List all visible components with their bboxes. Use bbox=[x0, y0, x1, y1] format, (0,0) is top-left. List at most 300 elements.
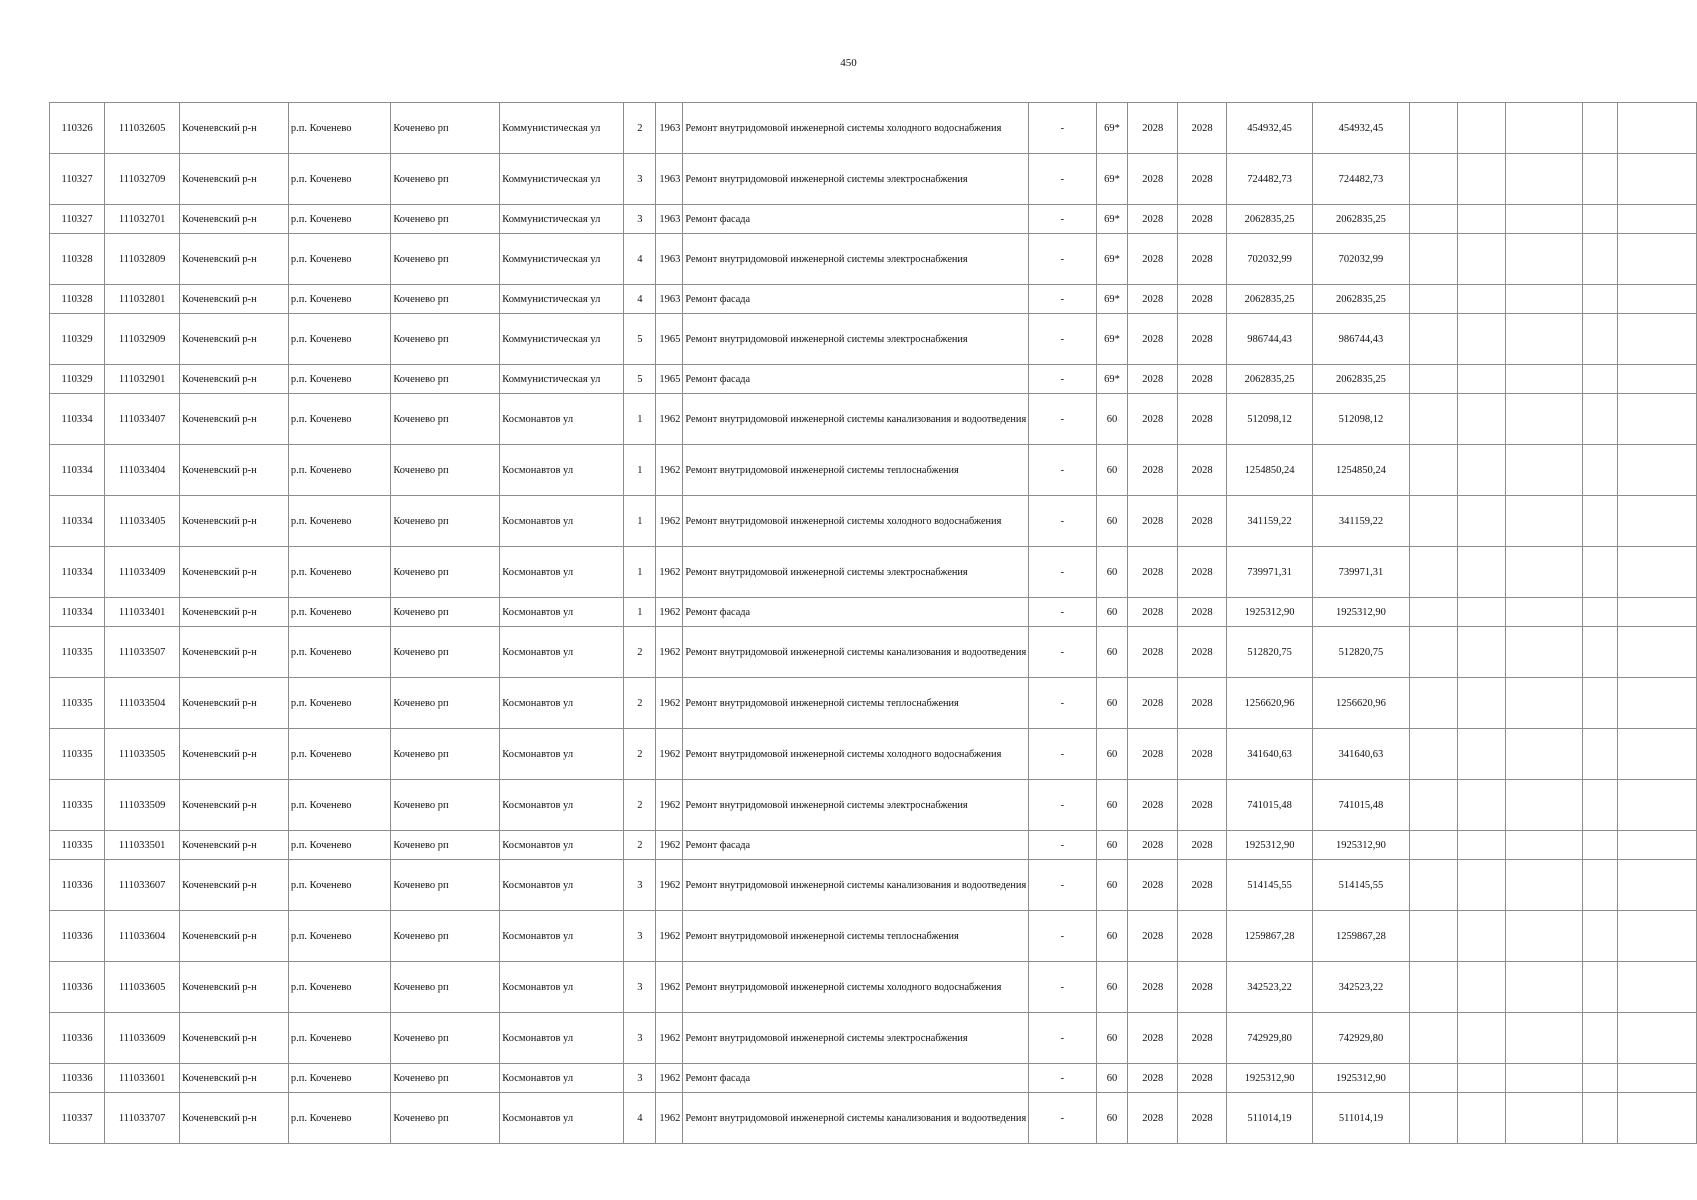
cell-wear: 60 bbox=[1096, 860, 1128, 911]
cell-empty bbox=[1410, 154, 1458, 205]
cell-work-type: Ремонт фасада bbox=[683, 831, 1029, 860]
cell-empty bbox=[1458, 911, 1506, 962]
cell-year-plan: 2028 bbox=[1128, 445, 1178, 496]
cell-settlement: р.п. Коченево bbox=[288, 911, 390, 962]
cell-empty bbox=[1458, 445, 1506, 496]
cell-wear: 69* bbox=[1096, 314, 1128, 365]
cell-total: 986744,43 bbox=[1312, 314, 1409, 365]
cell-total: 454932,45 bbox=[1312, 103, 1409, 154]
cell-id: 110334 bbox=[50, 547, 105, 598]
cell-empty bbox=[1458, 154, 1506, 205]
cell-house: 3 bbox=[624, 962, 656, 1013]
cell-code: 111033509 bbox=[105, 780, 180, 831]
cell-empty bbox=[1506, 1093, 1583, 1144]
cell-settlement: р.п. Коченево bbox=[288, 860, 390, 911]
cell-year-plan: 2028 bbox=[1128, 547, 1178, 598]
cell-house: 4 bbox=[624, 285, 656, 314]
cell-id: 110335 bbox=[50, 780, 105, 831]
cell-id: 110327 bbox=[50, 154, 105, 205]
cell-wear: 60 bbox=[1096, 962, 1128, 1013]
cell-empty bbox=[1410, 831, 1458, 860]
cell-dash: - bbox=[1029, 1013, 1096, 1064]
cell-year-built: 1962 bbox=[656, 860, 683, 911]
cell-locality: Коченево рп bbox=[391, 103, 500, 154]
cell-empty bbox=[1618, 860, 1697, 911]
cell-wear: 60 bbox=[1096, 445, 1128, 496]
cell-code: 111032801 bbox=[105, 285, 180, 314]
cell-empty bbox=[1506, 780, 1583, 831]
cell-cost: 739971,31 bbox=[1227, 547, 1313, 598]
cell-house: 3 bbox=[624, 860, 656, 911]
cell-year-done: 2028 bbox=[1178, 314, 1227, 365]
table-row bbox=[50, 314, 1697, 365]
cell-code: 111033507 bbox=[105, 627, 180, 678]
cell-empty bbox=[1618, 205, 1697, 234]
cell-dash: - bbox=[1029, 962, 1096, 1013]
cell-empty bbox=[1583, 780, 1618, 831]
cell-id: 110329 bbox=[50, 314, 105, 365]
cell-year-plan: 2028 bbox=[1128, 365, 1178, 394]
cell-wear: 60 bbox=[1096, 394, 1128, 445]
cell-empty bbox=[1410, 962, 1458, 1013]
cell-empty bbox=[1618, 1093, 1697, 1144]
cell-empty bbox=[1618, 598, 1697, 627]
cell-year-built: 1962 bbox=[656, 911, 683, 962]
cell-district: Коченевский р-н bbox=[180, 1013, 289, 1064]
cell-house: 2 bbox=[624, 780, 656, 831]
cell-code: 111032605 bbox=[105, 103, 180, 154]
cell-empty bbox=[1506, 860, 1583, 911]
cell-district: Коченевский р-н bbox=[180, 598, 289, 627]
cell-wear: 69* bbox=[1096, 365, 1128, 394]
cell-district: Коченевский р-н bbox=[180, 831, 289, 860]
cell-street: Коммунистическая ул bbox=[500, 234, 624, 285]
cell-empty bbox=[1506, 234, 1583, 285]
cell-house: 5 bbox=[624, 365, 656, 394]
cell-district: Коченевский р-н bbox=[180, 365, 289, 394]
cell-code: 111033405 bbox=[105, 496, 180, 547]
cell-code: 111033401 bbox=[105, 598, 180, 627]
cell-locality: Коченево рп bbox=[391, 1093, 500, 1144]
table-row bbox=[50, 365, 1697, 394]
cell-empty bbox=[1618, 314, 1697, 365]
cell-cost: 1254850,24 bbox=[1227, 445, 1313, 496]
cell-year-plan: 2028 bbox=[1128, 394, 1178, 445]
cell-year-plan: 2028 bbox=[1128, 496, 1178, 547]
cell-year-plan: 2028 bbox=[1128, 678, 1178, 729]
cell-work-type: Ремонт фасада bbox=[683, 285, 1029, 314]
cell-district: Коченевский р-н bbox=[180, 445, 289, 496]
cell-total: 1256620,96 bbox=[1312, 678, 1409, 729]
cell-year-built: 1962 bbox=[656, 627, 683, 678]
cell-dash: - bbox=[1029, 598, 1096, 627]
cell-dash: - bbox=[1029, 234, 1096, 285]
cell-empty bbox=[1618, 496, 1697, 547]
cell-locality: Коченево рп bbox=[391, 154, 500, 205]
cell-district: Коченевский р-н bbox=[180, 729, 289, 780]
cell-settlement: р.п. Коченево bbox=[288, 154, 390, 205]
cell-empty bbox=[1583, 394, 1618, 445]
table-row bbox=[50, 445, 1697, 496]
cell-dash: - bbox=[1029, 627, 1096, 678]
cell-empty bbox=[1506, 831, 1583, 860]
cell-empty bbox=[1410, 1093, 1458, 1144]
cell-empty bbox=[1583, 831, 1618, 860]
cell-cost: 2062835,25 bbox=[1227, 365, 1313, 394]
cell-empty bbox=[1410, 394, 1458, 445]
cell-street: Коммунистическая ул bbox=[500, 154, 624, 205]
cell-empty bbox=[1458, 285, 1506, 314]
cell-empty bbox=[1583, 1093, 1618, 1144]
cell-street: Космонавтов ул bbox=[500, 911, 624, 962]
cell-year-done: 2028 bbox=[1178, 205, 1227, 234]
cell-id: 110328 bbox=[50, 234, 105, 285]
cell-total: 512820,75 bbox=[1312, 627, 1409, 678]
cell-locality: Коченево рп bbox=[391, 314, 500, 365]
cell-year-built: 1963 bbox=[656, 234, 683, 285]
cell-empty bbox=[1618, 831, 1697, 860]
cell-total: 741015,48 bbox=[1312, 780, 1409, 831]
cell-empty bbox=[1618, 678, 1697, 729]
cell-house: 5 bbox=[624, 314, 656, 365]
cell-empty bbox=[1618, 154, 1697, 205]
cell-code: 111032701 bbox=[105, 205, 180, 234]
cell-dash: - bbox=[1029, 1064, 1096, 1093]
table-row bbox=[50, 1013, 1697, 1064]
cell-year-plan: 2028 bbox=[1128, 1093, 1178, 1144]
cell-wear: 60 bbox=[1096, 911, 1128, 962]
cell-cost: 2062835,25 bbox=[1227, 285, 1313, 314]
cell-cost: 512820,75 bbox=[1227, 627, 1313, 678]
cell-empty bbox=[1458, 1093, 1506, 1144]
cell-year-done: 2028 bbox=[1178, 678, 1227, 729]
cell-settlement: р.п. Коченево bbox=[288, 547, 390, 598]
cell-work-type: Ремонт внутридомовой инженерной системы электроснабжения bbox=[683, 1013, 1029, 1064]
cell-settlement: р.п. Коченево bbox=[288, 365, 390, 394]
cell-year-plan: 2028 bbox=[1128, 962, 1178, 1013]
cell-locality: Коченево рп bbox=[391, 285, 500, 314]
cell-work-type: Ремонт внутридомовой инженерной системы электроснабжения bbox=[683, 547, 1029, 598]
cell-work-type: Ремонт фасада bbox=[683, 365, 1029, 394]
cell-empty bbox=[1583, 285, 1618, 314]
cell-id: 110336 bbox=[50, 860, 105, 911]
cell-year-done: 2028 bbox=[1178, 831, 1227, 860]
cell-locality: Коченево рп bbox=[391, 860, 500, 911]
cell-code: 111033407 bbox=[105, 394, 180, 445]
cell-year-done: 2028 bbox=[1178, 627, 1227, 678]
cell-year-plan: 2028 bbox=[1128, 154, 1178, 205]
cell-wear: 60 bbox=[1096, 496, 1128, 547]
cell-year-plan: 2028 bbox=[1128, 729, 1178, 780]
cell-locality: Коченево рп bbox=[391, 831, 500, 860]
cell-street: Коммунистическая ул bbox=[500, 365, 624, 394]
cell-cost: 742929,80 bbox=[1227, 1013, 1313, 1064]
cell-year-plan: 2028 bbox=[1128, 860, 1178, 911]
cell-cost: 1925312,90 bbox=[1227, 598, 1313, 627]
cell-year-plan: 2028 bbox=[1128, 314, 1178, 365]
cell-empty bbox=[1410, 547, 1458, 598]
cell-house: 2 bbox=[624, 103, 656, 154]
cell-empty bbox=[1618, 234, 1697, 285]
cell-house: 3 bbox=[624, 205, 656, 234]
works-table bbox=[49, 102, 1697, 1144]
cell-empty bbox=[1506, 911, 1583, 962]
cell-empty bbox=[1458, 365, 1506, 394]
cell-empty bbox=[1583, 962, 1618, 1013]
cell-cost: 341640,63 bbox=[1227, 729, 1313, 780]
cell-dash: - bbox=[1029, 314, 1096, 365]
cell-empty bbox=[1458, 547, 1506, 598]
cell-id: 110336 bbox=[50, 1064, 105, 1093]
cell-code: 111033604 bbox=[105, 911, 180, 962]
cell-empty bbox=[1458, 860, 1506, 911]
cell-empty bbox=[1506, 962, 1583, 1013]
cell-district: Коченевский р-н bbox=[180, 678, 289, 729]
cell-empty bbox=[1506, 154, 1583, 205]
cell-id: 110335 bbox=[50, 678, 105, 729]
cell-id: 110335 bbox=[50, 831, 105, 860]
cell-street: Коммунистическая ул bbox=[500, 314, 624, 365]
cell-district: Коченевский р-н bbox=[180, 962, 289, 1013]
cell-dash: - bbox=[1029, 678, 1096, 729]
cell-street: Космонавтов ул bbox=[500, 729, 624, 780]
cell-total: 511014,19 bbox=[1312, 1093, 1409, 1144]
cell-empty bbox=[1618, 103, 1697, 154]
cell-empty bbox=[1583, 445, 1618, 496]
cell-year-done: 2028 bbox=[1178, 394, 1227, 445]
cell-year-done: 2028 bbox=[1178, 598, 1227, 627]
cell-house: 3 bbox=[624, 1064, 656, 1093]
cell-year-built: 1962 bbox=[656, 780, 683, 831]
cell-settlement: р.п. Коченево bbox=[288, 234, 390, 285]
cell-code: 111033609 bbox=[105, 1013, 180, 1064]
cell-house: 3 bbox=[624, 1013, 656, 1064]
cell-street: Космонавтов ул bbox=[500, 780, 624, 831]
cell-empty bbox=[1506, 598, 1583, 627]
cell-dash: - bbox=[1029, 729, 1096, 780]
cell-year-built: 1962 bbox=[656, 729, 683, 780]
cell-work-type: Ремонт фасада bbox=[683, 205, 1029, 234]
cell-total: 2062835,25 bbox=[1312, 205, 1409, 234]
cell-wear: 69* bbox=[1096, 205, 1128, 234]
cell-empty bbox=[1583, 234, 1618, 285]
cell-street: Космонавтов ул bbox=[500, 678, 624, 729]
cell-empty bbox=[1583, 1013, 1618, 1064]
cell-district: Коченевский р-н bbox=[180, 234, 289, 285]
cell-year-plan: 2028 bbox=[1128, 1064, 1178, 1093]
cell-year-plan: 2028 bbox=[1128, 234, 1178, 285]
cell-street: Космонавтов ул bbox=[500, 496, 624, 547]
cell-total: 739971,31 bbox=[1312, 547, 1409, 598]
cell-empty bbox=[1583, 598, 1618, 627]
cell-year-done: 2028 bbox=[1178, 285, 1227, 314]
cell-year-done: 2028 bbox=[1178, 780, 1227, 831]
cell-empty bbox=[1410, 1064, 1458, 1093]
cell-work-type: Ремонт внутридомовой инженерной системы холодного водоснабжения bbox=[683, 962, 1029, 1013]
cell-empty bbox=[1458, 729, 1506, 780]
cell-locality: Коченево рп bbox=[391, 627, 500, 678]
cell-empty bbox=[1410, 729, 1458, 780]
cell-street: Космонавтов ул bbox=[500, 547, 624, 598]
cell-street: Космонавтов ул bbox=[500, 394, 624, 445]
cell-district: Коченевский р-н bbox=[180, 860, 289, 911]
cell-street: Космонавтов ул bbox=[500, 1093, 624, 1144]
table-row bbox=[50, 234, 1697, 285]
cell-empty bbox=[1410, 205, 1458, 234]
cell-district: Коченевский р-н bbox=[180, 103, 289, 154]
cell-id: 110334 bbox=[50, 598, 105, 627]
cell-year-built: 1962 bbox=[656, 445, 683, 496]
cell-empty bbox=[1458, 1064, 1506, 1093]
cell-house: 4 bbox=[624, 1093, 656, 1144]
cell-empty bbox=[1506, 1064, 1583, 1093]
cell-locality: Коченево рп bbox=[391, 365, 500, 394]
cell-street: Космонавтов ул bbox=[500, 445, 624, 496]
cell-year-built: 1965 bbox=[656, 365, 683, 394]
cell-empty bbox=[1458, 496, 1506, 547]
cell-year-plan: 2028 bbox=[1128, 205, 1178, 234]
cell-empty bbox=[1458, 598, 1506, 627]
cell-empty bbox=[1618, 1064, 1697, 1093]
cell-code: 111032709 bbox=[105, 154, 180, 205]
cell-empty bbox=[1410, 911, 1458, 962]
cell-house: 1 bbox=[624, 496, 656, 547]
cell-empty bbox=[1410, 103, 1458, 154]
cell-empty bbox=[1410, 285, 1458, 314]
cell-empty bbox=[1583, 154, 1618, 205]
cell-wear: 60 bbox=[1096, 547, 1128, 598]
cell-empty bbox=[1583, 205, 1618, 234]
cell-work-type: Ремонт внутридомовой инженерной системы холодного водоснабжения bbox=[683, 103, 1029, 154]
cell-house: 1 bbox=[624, 598, 656, 627]
cell-street: Космонавтов ул bbox=[500, 831, 624, 860]
cell-cost: 1256620,96 bbox=[1227, 678, 1313, 729]
cell-total: 2062835,25 bbox=[1312, 285, 1409, 314]
cell-year-done: 2028 bbox=[1178, 729, 1227, 780]
cell-cost: 741015,48 bbox=[1227, 780, 1313, 831]
cell-street: Космонавтов ул bbox=[500, 598, 624, 627]
cell-district: Коченевский р-н bbox=[180, 314, 289, 365]
cell-year-done: 2028 bbox=[1178, 445, 1227, 496]
cell-code: 111033409 bbox=[105, 547, 180, 598]
page-number: 450 bbox=[840, 57, 857, 69]
cell-total: 341640,63 bbox=[1312, 729, 1409, 780]
cell-empty bbox=[1583, 496, 1618, 547]
cell-code: 111032901 bbox=[105, 365, 180, 394]
cell-code: 111032809 bbox=[105, 234, 180, 285]
cell-cost: 342523,22 bbox=[1227, 962, 1313, 1013]
cell-empty bbox=[1410, 496, 1458, 547]
cell-work-type: Ремонт фасада bbox=[683, 1064, 1029, 1093]
cell-empty bbox=[1583, 729, 1618, 780]
cell-empty bbox=[1506, 285, 1583, 314]
cell-locality: Коченево рп bbox=[391, 780, 500, 831]
cell-settlement: р.п. Коченево bbox=[288, 496, 390, 547]
cell-empty bbox=[1506, 445, 1583, 496]
cell-empty bbox=[1618, 780, 1697, 831]
cell-id: 110334 bbox=[50, 394, 105, 445]
cell-empty bbox=[1618, 962, 1697, 1013]
cell-empty bbox=[1618, 547, 1697, 598]
cell-settlement: р.п. Коченево bbox=[288, 314, 390, 365]
cell-empty bbox=[1410, 627, 1458, 678]
cell-settlement: р.п. Коченево bbox=[288, 729, 390, 780]
cell-empty bbox=[1506, 496, 1583, 547]
table-row bbox=[50, 598, 1697, 627]
cell-settlement: р.п. Коченево bbox=[288, 627, 390, 678]
cell-house: 2 bbox=[624, 627, 656, 678]
cell-house: 4 bbox=[624, 234, 656, 285]
cell-wear: 69* bbox=[1096, 234, 1128, 285]
table-row bbox=[50, 285, 1697, 314]
table-row bbox=[50, 394, 1697, 445]
cell-dash: - bbox=[1029, 394, 1096, 445]
cell-empty bbox=[1410, 234, 1458, 285]
cell-locality: Коченево рп bbox=[391, 911, 500, 962]
cell-work-type: Ремонт внутридомовой инженерной системы теплоснабжения bbox=[683, 911, 1029, 962]
table-row bbox=[50, 547, 1697, 598]
cell-total: 742929,80 bbox=[1312, 1013, 1409, 1064]
cell-empty bbox=[1506, 627, 1583, 678]
cell-settlement: р.п. Коченево bbox=[288, 205, 390, 234]
cell-work-type: Ремонт внутридомовой инженерной системы электроснабжения bbox=[683, 780, 1029, 831]
cell-year-built: 1963 bbox=[656, 103, 683, 154]
cell-id: 110327 bbox=[50, 205, 105, 234]
cell-year-plan: 2028 bbox=[1128, 598, 1178, 627]
cell-id: 110334 bbox=[50, 496, 105, 547]
cell-settlement: р.п. Коченево bbox=[288, 598, 390, 627]
cell-empty bbox=[1583, 314, 1618, 365]
cell-empty bbox=[1458, 678, 1506, 729]
cell-dash: - bbox=[1029, 154, 1096, 205]
cell-empty bbox=[1618, 285, 1697, 314]
cell-cost: 2062835,25 bbox=[1227, 205, 1313, 234]
cell-year-done: 2028 bbox=[1178, 911, 1227, 962]
table-row bbox=[50, 103, 1697, 154]
cell-work-type: Ремонт внутридомовой инженерной системы холодного водоснабжения bbox=[683, 729, 1029, 780]
cell-wear: 60 bbox=[1096, 1064, 1128, 1093]
cell-year-done: 2028 bbox=[1178, 365, 1227, 394]
cell-locality: Коченево рп bbox=[391, 547, 500, 598]
cell-district: Коченевский р-н bbox=[180, 627, 289, 678]
cell-settlement: р.п. Коченево bbox=[288, 394, 390, 445]
cell-year-done: 2028 bbox=[1178, 496, 1227, 547]
cell-wear: 60 bbox=[1096, 780, 1128, 831]
cell-year-plan: 2028 bbox=[1128, 911, 1178, 962]
cell-wear: 60 bbox=[1096, 1013, 1128, 1064]
cell-empty bbox=[1506, 1013, 1583, 1064]
cell-empty bbox=[1506, 729, 1583, 780]
cell-code: 111033504 bbox=[105, 678, 180, 729]
cell-empty bbox=[1583, 860, 1618, 911]
cell-empty bbox=[1458, 627, 1506, 678]
cell-work-type: Ремонт внутридомовой инженерной системы канализования и водоотведения bbox=[683, 394, 1029, 445]
cell-wear: 69* bbox=[1096, 103, 1128, 154]
cell-wear: 69* bbox=[1096, 154, 1128, 205]
cell-locality: Коченево рп bbox=[391, 678, 500, 729]
cell-district: Коченевский р-н bbox=[180, 394, 289, 445]
cell-empty bbox=[1618, 445, 1697, 496]
cell-locality: Коченево рп bbox=[391, 445, 500, 496]
cell-id: 110336 bbox=[50, 962, 105, 1013]
cell-settlement: р.п. Коченево bbox=[288, 962, 390, 1013]
cell-empty bbox=[1458, 831, 1506, 860]
cell-total: 341159,22 bbox=[1312, 496, 1409, 547]
cell-total: 724482,73 bbox=[1312, 154, 1409, 205]
cell-empty bbox=[1618, 365, 1697, 394]
cell-work-type: Ремонт внутридомовой инженерной системы теплоснабжения bbox=[683, 445, 1029, 496]
cell-wear: 60 bbox=[1096, 598, 1128, 627]
